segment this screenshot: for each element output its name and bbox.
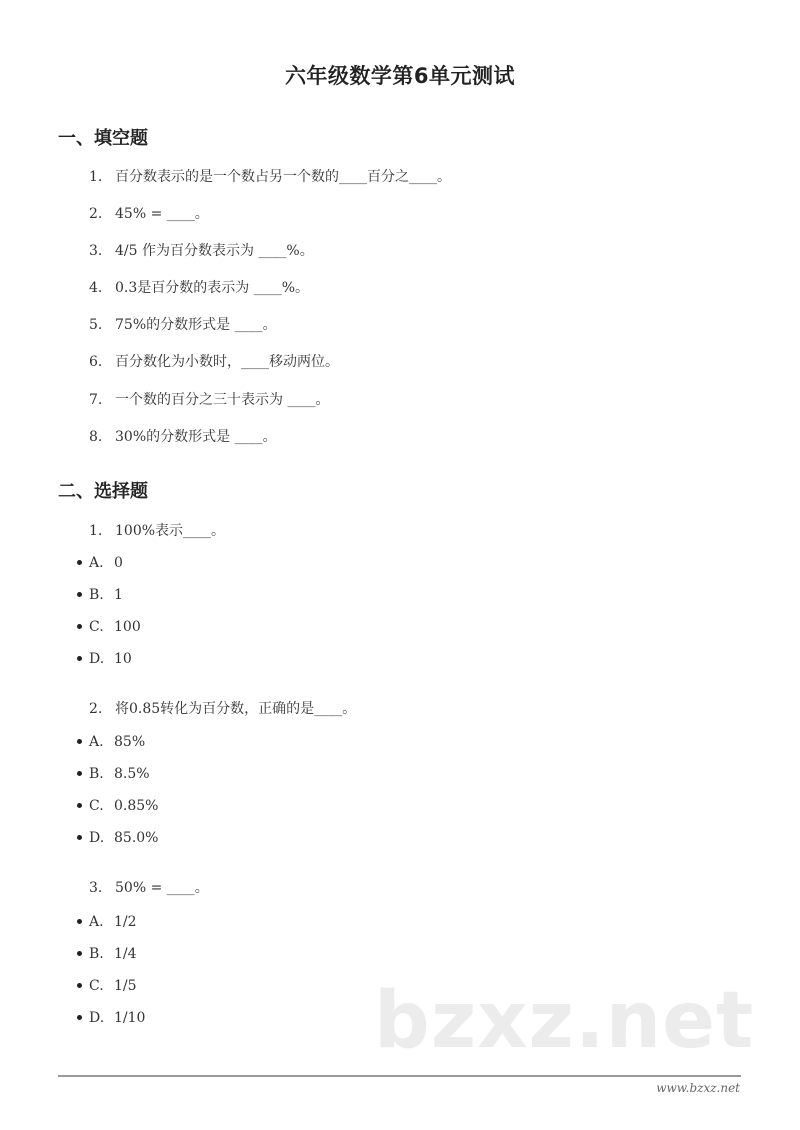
bullet-icon [77, 656, 82, 661]
section-heading-fill-blank: 一、填空题 [58, 128, 148, 149]
bullet-icon [77, 739, 82, 744]
option-letter: D. [89, 1010, 105, 1026]
question-item [89, 351, 339, 371]
bullet-icon [77, 592, 82, 597]
footer-url: www.bzxz.net [656, 1081, 740, 1095]
option-item [77, 587, 123, 603]
question-item [89, 389, 329, 409]
option-text: 0 [114, 555, 123, 571]
option-text: 1/4 [114, 946, 137, 962]
question-number: 1. [89, 169, 103, 185]
question-item [89, 203, 209, 223]
option-text: 1 [114, 587, 123, 603]
option-text: 8.5% [114, 766, 150, 782]
option-letter: A. [89, 734, 104, 750]
question-number: 5. [89, 317, 103, 333]
bullet-icon [77, 1015, 82, 1020]
question-item [89, 426, 277, 446]
option-text: 10 [114, 651, 132, 667]
bullet-icon [77, 951, 82, 956]
option-letter: C. [89, 978, 104, 994]
question-text: 75%的分数形式是 ____。 [115, 317, 277, 333]
option-letter: D. [89, 830, 105, 846]
question-item [89, 520, 225, 540]
question-number: 3. [89, 243, 103, 259]
question-text: 百分数表示的是一个数占另一个数的____百分之____。 [115, 169, 451, 185]
question-item [89, 277, 309, 297]
option-item [77, 734, 145, 750]
option-text: 1/2 [114, 914, 137, 930]
option-text: 85% [114, 734, 146, 750]
page-title: 六年级数学第6单元测试 [284, 64, 516, 88]
option-letter: A. [89, 555, 104, 571]
question-text: 一个数的百分之三十表示为 ____。 [115, 392, 330, 408]
question-text: 100%表示____。 [115, 523, 226, 539]
question-text: 将0.85转化为百分数，正确的是____。 [115, 701, 357, 717]
option-item [77, 978, 137, 994]
question-item [89, 877, 209, 897]
option-letter: B. [89, 766, 104, 782]
section-heading-multiple-choice: 二、选择题 [58, 481, 148, 502]
question-text: 45% = ____。 [115, 206, 209, 222]
option-text: 0.85% [114, 798, 159, 814]
option-text: 1/10 [114, 1010, 146, 1026]
watermark: bzxz.net [374, 976, 755, 1066]
bullet-icon [77, 983, 82, 988]
question-text: 百分数化为小数时，____移动两位。 [115, 354, 339, 370]
question-number: 1. [89, 523, 103, 539]
footer-divider [58, 1075, 741, 1077]
question-number: 8. [89, 429, 103, 445]
option-item [77, 830, 158, 846]
question-number: 6. [89, 354, 103, 370]
option-item [77, 619, 141, 635]
option-text: 85.0% [114, 830, 159, 846]
question-number: 7. [89, 392, 103, 408]
option-item [77, 555, 123, 571]
question-item [89, 166, 451, 186]
bullet-icon [77, 560, 82, 565]
option-text: 100 [114, 619, 141, 635]
question-text: 4/5 作为百分数表示为 ____%。 [115, 243, 314, 259]
option-item [77, 914, 137, 930]
bullet-icon [77, 835, 82, 840]
option-letter: B. [89, 587, 104, 603]
question-item [89, 240, 314, 260]
option-letter: A. [89, 914, 104, 930]
question-number: 2. [89, 701, 103, 717]
question-number: 3. [89, 880, 103, 896]
option-letter: C. [89, 619, 104, 635]
bullet-icon [77, 624, 82, 629]
bullet-icon [77, 919, 82, 924]
question-text: 0.3是百分数的表示为 ____%。 [115, 280, 310, 296]
option-letter: B. [89, 946, 104, 962]
question-number: 4. [89, 280, 103, 296]
bullet-icon [77, 803, 82, 808]
question-number: 2. [89, 206, 103, 222]
option-letter: D. [89, 651, 105, 667]
option-letter: C. [89, 798, 104, 814]
option-item [77, 1010, 145, 1026]
option-item [77, 946, 137, 962]
bullet-icon [77, 771, 82, 776]
option-item [77, 651, 132, 667]
question-text: 30%的分数形式是 ____。 [115, 429, 277, 445]
option-item [77, 766, 150, 782]
option-item [77, 798, 158, 814]
question-item [89, 314, 277, 334]
option-text: 1/5 [114, 978, 137, 994]
question-text: 50% = ____。 [115, 880, 209, 896]
question-item [89, 698, 356, 718]
